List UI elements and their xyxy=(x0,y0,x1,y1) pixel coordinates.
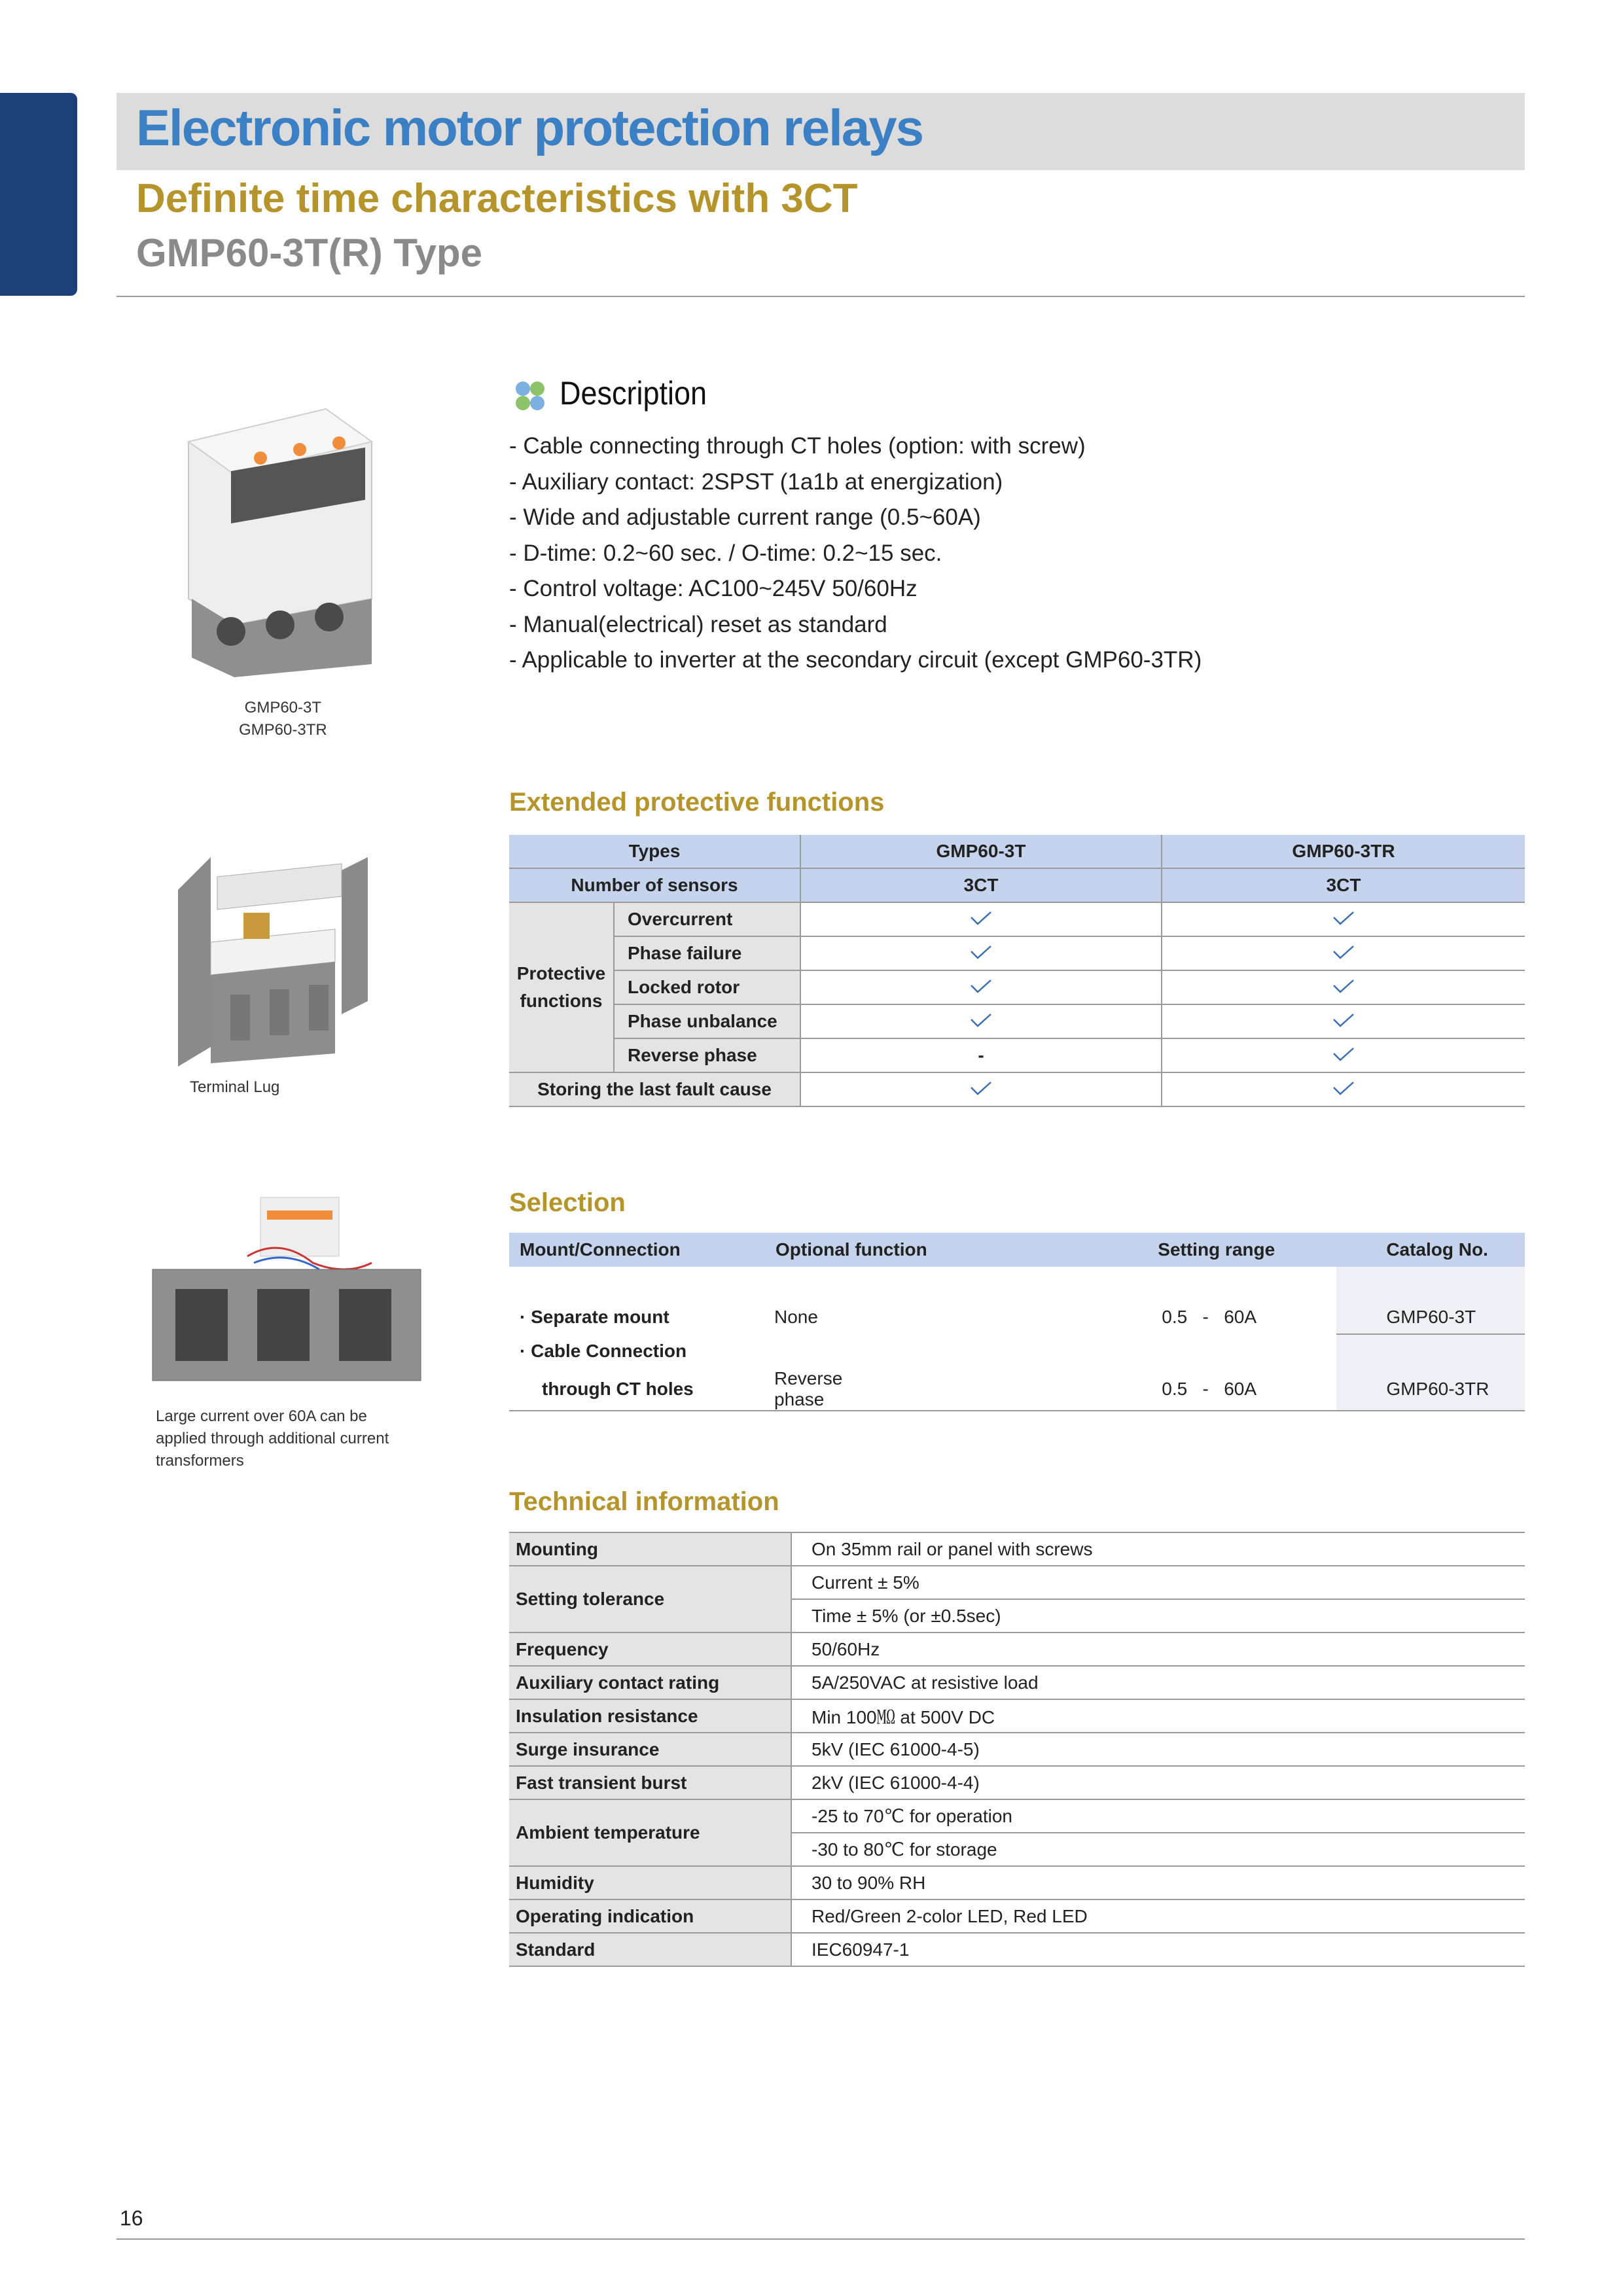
catalog-number: GMP60-3T xyxy=(1336,1300,1525,1334)
check-icon xyxy=(970,911,992,925)
cell-gmp60-3t: - xyxy=(800,1038,1162,1072)
storing-label: Storing the last fault cause xyxy=(509,1072,800,1106)
ct-caption: Large current over 60A can be applied through additional current transformers xyxy=(156,1407,389,1470)
spec-key: Insulation resistance xyxy=(509,1699,791,1733)
spec-value: -30 to 80℃ for storage xyxy=(791,1833,1525,1866)
page-title: Electronic motor protection relays xyxy=(136,99,923,156)
function-name: Phase failure xyxy=(614,936,800,970)
description-heading: Description xyxy=(560,375,707,412)
cell-gmp60-3tr xyxy=(1162,1072,1525,1106)
optional-function: None xyxy=(774,1307,818,1327)
table-row xyxy=(509,1799,1525,1833)
sensors-label: Number of sensors xyxy=(509,868,800,902)
check-icon xyxy=(1332,1081,1355,1095)
technical-heading: Technical information xyxy=(509,1487,779,1516)
function-name: Overcurrent xyxy=(614,902,800,936)
description-item: - Cable connecting through CT holes (option: with screw) xyxy=(509,433,1086,459)
spec-key: Humidity xyxy=(509,1866,791,1899)
column-header: Catalog No. xyxy=(1336,1233,1525,1267)
table-row xyxy=(509,1699,1525,1733)
terminal-lug-photo xyxy=(171,851,374,1067)
column-header: Setting range xyxy=(1147,1233,1336,1267)
cell-gmp60-3t xyxy=(800,1072,1162,1106)
table-row xyxy=(509,970,1525,1004)
spec-value: IEC60947-1 xyxy=(791,1933,1525,1966)
current-transformer-photo xyxy=(149,1191,424,1387)
spec-value: Time ± 5% (or ±0.5sec) xyxy=(791,1599,1525,1633)
column-header: Optional function xyxy=(765,1233,1147,1267)
chapter-side-tab xyxy=(0,93,77,296)
table-row xyxy=(509,1666,1525,1699)
function-name: Phase unbalance xyxy=(614,1004,800,1038)
setting-range: 0.5 - 60A xyxy=(1162,1379,1257,1399)
check-icon xyxy=(1332,1013,1355,1027)
table-row xyxy=(509,1072,1525,1106)
cell-gmp60-3tr xyxy=(1162,1038,1525,1072)
spec-key: Standard xyxy=(509,1933,791,1966)
check-icon xyxy=(1332,1047,1355,1061)
page-number: 16 xyxy=(120,2206,143,2230)
check-icon xyxy=(1332,911,1355,925)
description-item: - Wide and adjustable current range (0.5~60A) xyxy=(509,504,981,530)
cell-gmp60-3t xyxy=(800,902,1162,936)
spec-key: Auxiliary contact rating xyxy=(509,1666,791,1699)
table-row xyxy=(509,1933,1525,1966)
spec-key: Surge insurance xyxy=(509,1733,791,1766)
relay-product-photo xyxy=(175,402,378,677)
description-item: - D-time: 0.2~60 sec. / O-time: 0.2~15 sec. xyxy=(509,540,942,566)
product-type-title: GMP60-3T(R) Type xyxy=(136,231,482,275)
column-header: Mount/Connection xyxy=(509,1233,765,1267)
page-subtitle: Definite time characteristics with 3CT xyxy=(136,176,858,221)
spec-key: Frequency xyxy=(509,1633,791,1666)
model-header: GMP60-3TR xyxy=(1162,835,1525,868)
check-icon xyxy=(970,1013,992,1027)
selection-heading: Selection xyxy=(509,1188,626,1217)
functions-heading: Extended protective functions xyxy=(509,788,885,817)
spec-value: 30 to 90% RH xyxy=(791,1866,1525,1899)
description-item: - Auxiliary contact: 2SPST (1a1b at energization) xyxy=(509,468,1003,495)
spec-key: Ambient temperature xyxy=(509,1799,791,1866)
cell-gmp60-3tr xyxy=(1162,1004,1525,1038)
check-icon xyxy=(1332,979,1355,993)
sensor-value: 3CT xyxy=(800,868,1162,902)
footer-divider xyxy=(116,2238,1525,2240)
function-name: Reverse phase xyxy=(614,1038,800,1072)
table-row xyxy=(509,868,1525,902)
technical-table xyxy=(509,1532,1525,1967)
cell-gmp60-3t xyxy=(800,970,1162,1004)
description-item: - Applicable to inverter at the secondary circuit (except GMP60-3TR) xyxy=(509,647,1202,673)
table-row xyxy=(509,1532,1525,1566)
spec-value: 50/60Hz xyxy=(791,1633,1525,1666)
check-icon xyxy=(1332,945,1355,959)
lug-caption: Terminal Lug xyxy=(190,1078,280,1096)
check-icon xyxy=(970,1081,992,1095)
spec-key: Fast transient burst xyxy=(509,1766,791,1799)
spec-value: Min 100㏁ at 500V DC xyxy=(791,1699,1525,1733)
spec-value: 5A/250VAC at resistive load xyxy=(791,1666,1525,1699)
table-row xyxy=(509,835,1525,868)
header-divider xyxy=(116,296,1525,297)
table-row xyxy=(509,1300,1525,1334)
table-row xyxy=(509,1038,1525,1072)
optional-function: Reverse phase xyxy=(774,1368,843,1409)
table-row xyxy=(509,936,1525,970)
table-row xyxy=(509,1733,1525,1766)
spec-value: Red/Green 2-color LED, Red LED xyxy=(791,1899,1525,1933)
spec-value: -25 to 70℃ for operation xyxy=(791,1799,1525,1833)
check-icon xyxy=(970,945,992,959)
table-row xyxy=(509,1267,1525,1300)
table-row xyxy=(509,1899,1525,1933)
table-row xyxy=(509,1566,1525,1599)
spec-value: On 35mm rail or panel with screws xyxy=(791,1532,1525,1566)
spec-key: Operating indication xyxy=(509,1899,791,1933)
protective-functions-table xyxy=(509,835,1525,1107)
spec-value: 5kV (IEC 61000-4-5) xyxy=(791,1733,1525,1766)
table-row xyxy=(509,1766,1525,1799)
description-item: - Manual(electrical) reset as standard xyxy=(509,611,887,637)
protective-group-label: Protective functions xyxy=(509,902,614,1072)
cell-gmp60-3t xyxy=(800,936,1162,970)
spec-value: Current ± 5% xyxy=(791,1566,1525,1599)
types-label: Types xyxy=(509,835,800,868)
mount-option: · Cable Connection xyxy=(520,1341,687,1361)
description-list xyxy=(509,429,1202,679)
spec-key: Mounting xyxy=(509,1532,791,1566)
table-row xyxy=(509,1866,1525,1899)
spec-value: 2kV (IEC 61000-4-4) xyxy=(791,1766,1525,1799)
description-item: - Control voltage: AC100~245V 50/60Hz xyxy=(509,576,918,601)
cell-gmp60-3t xyxy=(800,1004,1162,1038)
table-row xyxy=(509,902,1525,936)
table-row xyxy=(509,1004,1525,1038)
cell-gmp60-3tr xyxy=(1162,970,1525,1004)
check-icon xyxy=(970,979,992,993)
cell-gmp60-3tr xyxy=(1162,902,1525,936)
selection-table xyxy=(509,1233,1525,1411)
table-row xyxy=(509,1633,1525,1666)
catalog-number: GMP60-3TR xyxy=(1336,1368,1525,1411)
cell-gmp60-3tr xyxy=(1162,936,1525,970)
mount-option: · Separate mount xyxy=(520,1307,669,1327)
table-row xyxy=(509,1368,1525,1411)
function-name: Locked rotor xyxy=(614,970,800,1004)
relay-caption: GMP60-3T GMP60-3TR xyxy=(239,699,327,739)
spec-key: Setting tolerance xyxy=(509,1566,791,1633)
description-bullet-icon xyxy=(514,380,546,412)
setting-range: 0.5 - 60A xyxy=(1162,1307,1257,1327)
model-header: GMP60-3T xyxy=(800,835,1162,868)
mount-option: through CT holes xyxy=(542,1379,694,1399)
table-row xyxy=(509,1334,1525,1368)
table-row xyxy=(509,1233,1525,1267)
sensor-value: 3CT xyxy=(1162,868,1525,902)
